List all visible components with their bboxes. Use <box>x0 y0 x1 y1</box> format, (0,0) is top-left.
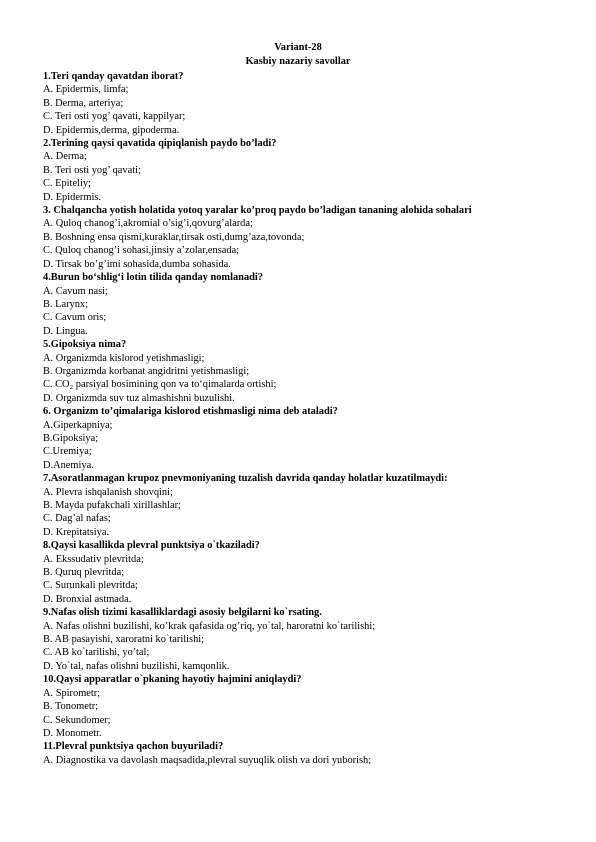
answer-option: C. Sekundomer; <box>43 714 111 726</box>
document-title: Variant-28 <box>274 42 322 53</box>
answer-option: C. Dag’al nafas; <box>43 513 111 525</box>
question-text: 5.Gipoksiya nima? <box>43 339 127 351</box>
answer-option: B. Boshning ensa qismi,kuraklar,tirsak osti,dumg’aza,tovonda; <box>43 231 305 243</box>
answer-option: B. Mayda pufakchali xirillashlar; <box>43 500 181 511</box>
question-block <box>43 338 573 405</box>
answer-option: C. Surunkali plevritda; <box>43 580 138 592</box>
question-block <box>43 740 573 767</box>
answer-option: C.Uremiya; <box>43 446 92 458</box>
answer-option: D.Anemiya. <box>43 459 94 471</box>
answer-option: A. Spirometr; <box>43 687 101 699</box>
answer-option: C. Teri osti yog’ qavati, kappilyar; <box>43 111 186 123</box>
answer-option: A. Cavum nasi; <box>43 285 108 297</box>
question-text: 2.Terining qaysi qavatida qipiqlanish paydo bo’ladi? <box>43 138 277 150</box>
answer-option: D. Krepitatsiya. <box>43 526 110 538</box>
question-text: 7.Asoratlanmagan krupoz pnevmoniyaning tuzalish davrida qanday holatlar kuzatilmaydi: <box>43 473 448 485</box>
question-block <box>43 539 573 606</box>
answer-option: A. Derma; <box>43 151 87 163</box>
question-block <box>43 137 573 204</box>
answer-option: A. Organizmda kislorod yetishmasligi; <box>43 352 205 364</box>
answer-option: C. Cavum oris; <box>43 312 107 324</box>
answer-option: A. Nafas olishni buzilishi, ko’krak qafasida og’riq, yo`tal, haroratni ko`tarilishi; <box>43 620 376 632</box>
question-list <box>43 70 573 767</box>
answer-option: A. Plevra ishqalanish shovqini; <box>43 486 173 498</box>
answer-option: D. Monometr. <box>43 727 102 739</box>
question-block <box>43 70 573 137</box>
question-text: 11.Plevral punktsiya qachon buyuriladi? <box>43 741 224 753</box>
question-text: 4.Burun bo‘shlig‘i lotin tilida qanday nomlanadi? <box>43 272 264 284</box>
answer-option: A. Quloq chanog’i,akromial o’sig’i,qovurg’alarda; <box>43 218 253 230</box>
question-text: 10.Qaysi apparatlar o`pkaning hayotiy hajmini aniqlaydi? <box>43 674 302 686</box>
answer-option: A. Diagnostika va davolash maqsadida,plevral suyuqlik olish va dori yuborish; <box>43 754 372 766</box>
answer-option: D. Tirsak bo’g’imi sohasida,dumba sohasida. <box>43 258 231 270</box>
question-text: 6. Organizm to’qimalariga kislorod etishmasligi nima deb ataladi? <box>43 406 338 418</box>
answer-option: D. Yo`tal, nafas olishni buzilishi, kamqonlik. <box>43 660 230 672</box>
answer-option: D. Epidermis,derma, gipoderma. <box>43 124 180 136</box>
question-text: 3. Chalqancha yotish holatida yotoq yaralar ko’proq paydo bo’ladigan tananing alohida sohalari <box>43 205 472 217</box>
question-block <box>43 673 573 740</box>
question-block <box>43 405 573 472</box>
answer-option: B. Tonometr; <box>43 701 99 713</box>
answer-option: B. Organizmda korbanat angidritni yetishmasligi; <box>43 365 250 377</box>
answer-option: B. AB pasayishi, xaroratni ko`tarilishi; <box>43 634 205 646</box>
answer-option: D. Bronxial astmada. <box>43 593 132 605</box>
answer-option: C. CO₂ parsiyal bosimining qon va to‘qimalarda ortishi; <box>43 379 277 391</box>
answer-option: C. Epiteliy; <box>43 178 91 190</box>
document-subtitle: Kasbiy nazariy savollar <box>245 56 351 67</box>
answer-option: D. Lingua. <box>43 325 88 337</box>
answer-option: B.Gipoksiya; <box>43 432 99 444</box>
question-text: 8.Qaysi kasallikda plevral punktsiya o`tkaziladi? <box>43 540 260 552</box>
question-block <box>43 472 573 539</box>
question-block <box>43 271 573 338</box>
answer-option: A. Epidermis, limfa; <box>43 84 129 96</box>
answer-option: B. Teri osti yog’ qavati; <box>43 164 141 176</box>
question-block <box>43 606 573 673</box>
answer-option: A. Ekssudativ plevritda; <box>43 553 144 565</box>
question-block <box>43 204 573 271</box>
question-text: 1.Teri qanday qavatdan iborat? <box>43 71 184 82</box>
answer-option: D. Epidermis. <box>43 191 102 203</box>
answer-option: D. Organizmda suv tuz almashishni buzulishi. <box>43 392 235 404</box>
question-text: 9.Nafas olish tizimi kasalliklardagi asosiy belgilarni ko`rsating. <box>43 607 322 619</box>
answer-option: B. Quruq plevritda; <box>43 567 125 579</box>
answer-option: C. Quloq chanog’i sohasi,jinsiy a’zolar,ensada; <box>43 245 240 257</box>
answer-option: B. Derma, arteriya; <box>43 97 124 109</box>
answer-option: B. Larynx; <box>43 298 89 310</box>
answer-option: A.Giperkapniya; <box>43 419 113 431</box>
answer-option: C. AB ko`tarilishi, yo’tal; <box>43 647 150 659</box>
